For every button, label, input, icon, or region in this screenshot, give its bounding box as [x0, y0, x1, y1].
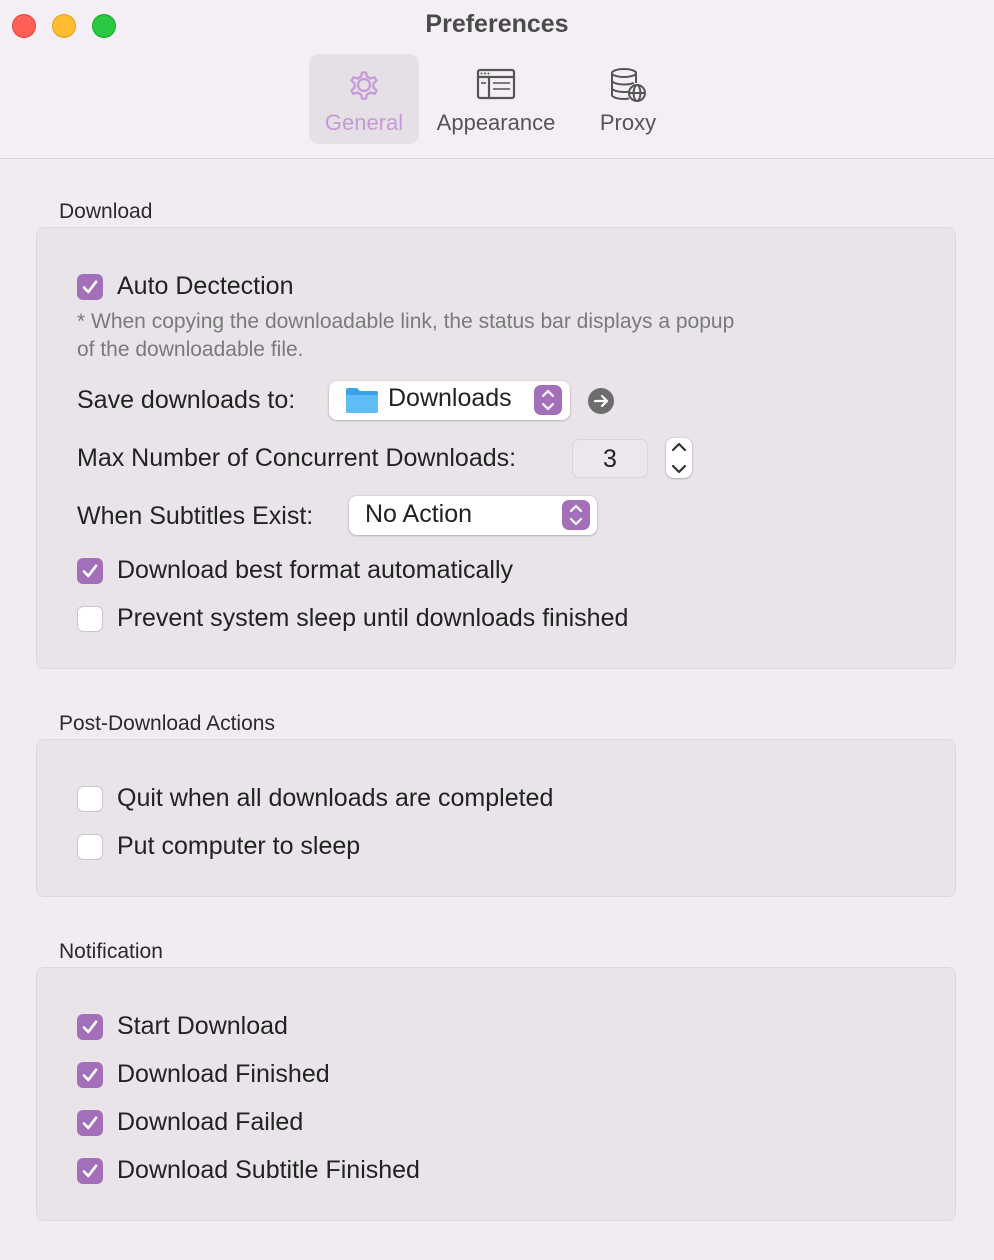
- tab-general[interactable]: [309, 54, 419, 144]
- auto-detection-checkbox-row[interactable]: [77, 272, 294, 301]
- max-concurrent-stepper[interactable]: [666, 438, 692, 478]
- download-section-title: Download: [59, 200, 153, 223]
- layout-icon: [476, 66, 516, 104]
- download-finished-checkbox-row[interactable]: [77, 1060, 330, 1089]
- download-finished-label: Download Finished: [117, 1060, 330, 1088]
- post-download-section-title: Post-Download Actions: [59, 712, 275, 735]
- save-to-label: Save downloads to:: [77, 386, 296, 414]
- start-download-checkbox[interactable]: [77, 1014, 103, 1040]
- sleep-checkbox-row[interactable]: [77, 832, 360, 861]
- best-format-label: Download best format automatically: [117, 556, 514, 584]
- quit-checkbox-row[interactable]: [77, 784, 553, 813]
- max-concurrent-label: Max Number of Concurrent Downloads:: [77, 444, 517, 472]
- reveal-folder-arrow-icon[interactable]: [588, 388, 614, 414]
- start-download-label: Start Download: [117, 1012, 288, 1040]
- quit-checkbox[interactable]: [77, 786, 103, 812]
- subtitle-finished-label: Download Subtitle Finished: [117, 1156, 420, 1184]
- prevent-sleep-checkbox-row[interactable]: [77, 604, 628, 633]
- database-globe-icon: [608, 66, 648, 104]
- quit-label: Quit when all downloads are completed: [117, 784, 554, 812]
- download-finished-checkbox[interactable]: [77, 1062, 103, 1088]
- subtitles-label: When Subtitles Exist:: [77, 502, 314, 530]
- subtitles-popup-arrows-icon: [562, 500, 590, 530]
- note-line-2: of the downloadable file.: [77, 338, 304, 361]
- start-download-checkbox-row[interactable]: [77, 1012, 288, 1041]
- max-concurrent-input[interactable]: 3: [572, 439, 648, 478]
- sleep-label: Put computer to sleep: [117, 832, 361, 860]
- tab-proxy[interactable]: [577, 54, 679, 144]
- post-download-group: [36, 739, 956, 897]
- save-to-popup[interactable]: [329, 381, 570, 420]
- folder-icon: [345, 386, 379, 419]
- tab-appearance[interactable]: [427, 54, 565, 144]
- tab-general-label: General: [324, 110, 404, 135]
- save-to-popup-arrows-icon: [534, 385, 562, 415]
- prevent-sleep-label: Prevent system sleep until downloads finished: [117, 604, 629, 632]
- gear-icon: [344, 66, 384, 104]
- auto-detection-checkbox[interactable]: [77, 274, 103, 300]
- download-failed-label: Download Failed: [117, 1108, 304, 1136]
- toolbar: [0, 0, 994, 159]
- best-format-checkbox[interactable]: [77, 558, 103, 584]
- auto-detection-label: Auto Dectection: [117, 272, 294, 300]
- prevent-sleep-checkbox[interactable]: [77, 606, 103, 632]
- tab-appearance-label: Appearance: [436, 110, 556, 135]
- download-failed-checkbox-row[interactable]: [77, 1108, 303, 1137]
- subtitle-finished-checkbox[interactable]: [77, 1158, 103, 1184]
- save-to-value: Downloads: [388, 384, 512, 412]
- subtitles-popup[interactable]: [349, 496, 597, 535]
- window-title: Preferences: [425, 10, 569, 38]
- subtitles-value: No Action: [365, 500, 473, 528]
- best-format-checkbox-row[interactable]: [77, 556, 513, 585]
- subtitle-finished-checkbox-row[interactable]: [77, 1156, 420, 1185]
- auto-detection-note: [77, 308, 837, 364]
- notification-section-title: Notification: [59, 940, 163, 963]
- note-line-1: * When copying the downloadable link, the status bar displays a popup: [77, 310, 735, 333]
- tab-proxy-label: Proxy: [599, 110, 657, 135]
- download-failed-checkbox[interactable]: [77, 1110, 103, 1136]
- sleep-checkbox[interactable]: [77, 834, 103, 860]
